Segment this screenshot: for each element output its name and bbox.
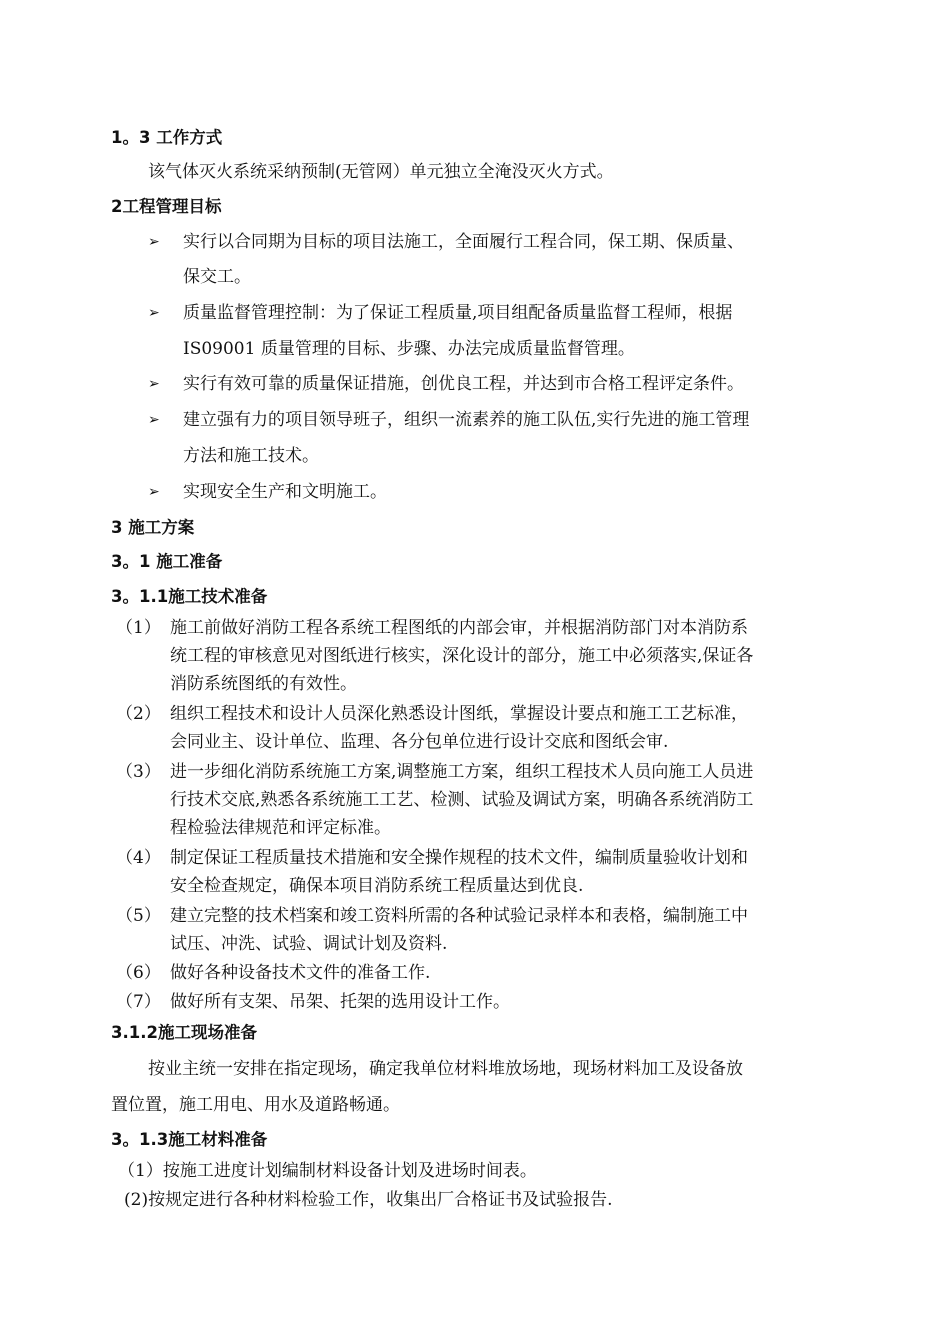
heading-3-1-2: 3.1.2施工现场准备: [111, 1023, 257, 1042]
tech-item-2-line-1: 组织工程技术和设计人员深化熟悉设计图纸，掌握设计要点和施工工艺标准，: [170, 704, 748, 724]
tech-item-3-line-3: 程检验法律规范和评定标准。: [170, 818, 391, 838]
item-number: （4）: [116, 848, 161, 868]
item-number: （2）: [116, 704, 161, 724]
tech-item-7-line-1: 做好所有支架、吊架、托架的选用设计工作。: [170, 992, 510, 1012]
tech-item-1-line-2: 统工程的审核意见对图纸进行核实，深化设计的部分，施工中必须落实,保证各: [170, 646, 754, 666]
bullet-5-line-1: 实现安全生产和文明施工。: [183, 482, 387, 502]
tech-item-5-line-1: 建立完整的技术档案和竣工资料所需的各种试验记录样本和表格，编制施工中: [170, 906, 748, 926]
bullet-4-line-2: 方法和施工技术。: [183, 446, 319, 466]
tech-item-1-line-1: 施工前做好消防工程各系统工程图纸的内部会审，并根据消防部门对本消防系: [170, 618, 748, 638]
material-prep-line-2: (2)按规定进行各种材料检验工作，收集出厂合格证书及试验报告.: [124, 1190, 613, 1210]
tech-item-4-line-2: 安全检查规定，确保本项目消防系统工程质量达到优良.: [170, 876, 584, 896]
bullet-arrow-icon: ➢: [148, 412, 160, 428]
bullet-3-line-1: 实行有效可靠的质量保证措施，创优良工程，并达到市合格工程评定条件。: [183, 374, 744, 394]
heading-3-1: 3。1 施工准备: [111, 552, 223, 571]
bullet-4-line-1: 建立强有力的项目领导班子，组织一流素养的施工队伍,实行先进的施工管理: [183, 410, 750, 430]
site-prep-line-1: 按业主统一安排在指定现场，确定我单位材料堆放场地，现场材料加工及设备放: [148, 1059, 743, 1079]
heading-3-1-1: 3。1.1施工技术准备: [111, 587, 268, 606]
bullet-1-line-2: 保交工。: [183, 267, 251, 287]
bullet-2-line-2: IS09001 质量管理的目标、步骤、办法完成质量监督管理。: [183, 339, 635, 359]
bullet-arrow-icon: ➢: [148, 305, 160, 321]
heading-2: 2工程管理目标: [111, 197, 222, 216]
heading-3-1-3: 3。1.3施工材料准备: [111, 1130, 268, 1149]
heading-1-3: 1。3 工作方式: [111, 128, 223, 147]
site-prep-line-2: 置位置，施工用电、用水及道路畅通。: [111, 1095, 400, 1115]
bullet-1-line-1: 实行以合同期为目标的项目法施工，全面履行工程合同，保工期、保质量、: [183, 232, 744, 252]
item-number: （7）: [116, 992, 161, 1012]
tech-item-2-line-2: 会同业主、设计单位、监理、各分包单位进行设计交底和图纸会审.: [170, 732, 669, 752]
item-number: （1）: [116, 618, 161, 638]
tech-item-4-line-1: 制定保证工程质量技术措施和安全操作规程的技术文件，编制质量验收计划和: [170, 848, 748, 868]
tech-item-3-line-2: 行技术交底,熟悉各系统施工工艺、检测、试验及调试方案，明确各系统消防工: [170, 790, 754, 810]
bullet-arrow-icon: ➢: [148, 376, 160, 392]
heading-3: 3 施工方案: [111, 518, 195, 537]
paragraph-work-mode: 该气体灭火系统采纳预制(无管网）单元独立全淹没灭火方式。: [148, 162, 614, 182]
item-number: （6）: [116, 963, 161, 983]
bullet-2-line-1: 质量监督管理控制：为了保证工程质量,项目组配备质量监督工程师，根据: [183, 303, 733, 323]
material-prep-line-1: （1）按施工进度计划编制材料设备计划及进场时间表。: [118, 1161, 537, 1181]
tech-item-6-line-1: 做好各种设备技术文件的准备工作.: [170, 963, 431, 983]
item-number: （5）: [116, 906, 161, 926]
bullet-arrow-icon: ➢: [148, 234, 160, 250]
tech-item-3-line-1: 进一步细化消防系统施工方案,调整施工方案，组织工程技术人员向施工人员进: [170, 762, 754, 782]
tech-item-1-line-3: 消防系统图纸的有效性。: [170, 674, 357, 694]
item-number: （3）: [116, 762, 161, 782]
bullet-arrow-icon: ➢: [148, 484, 160, 500]
tech-item-5-line-2: 试压、冲洗、试验、调试计划及资料.: [170, 934, 448, 954]
